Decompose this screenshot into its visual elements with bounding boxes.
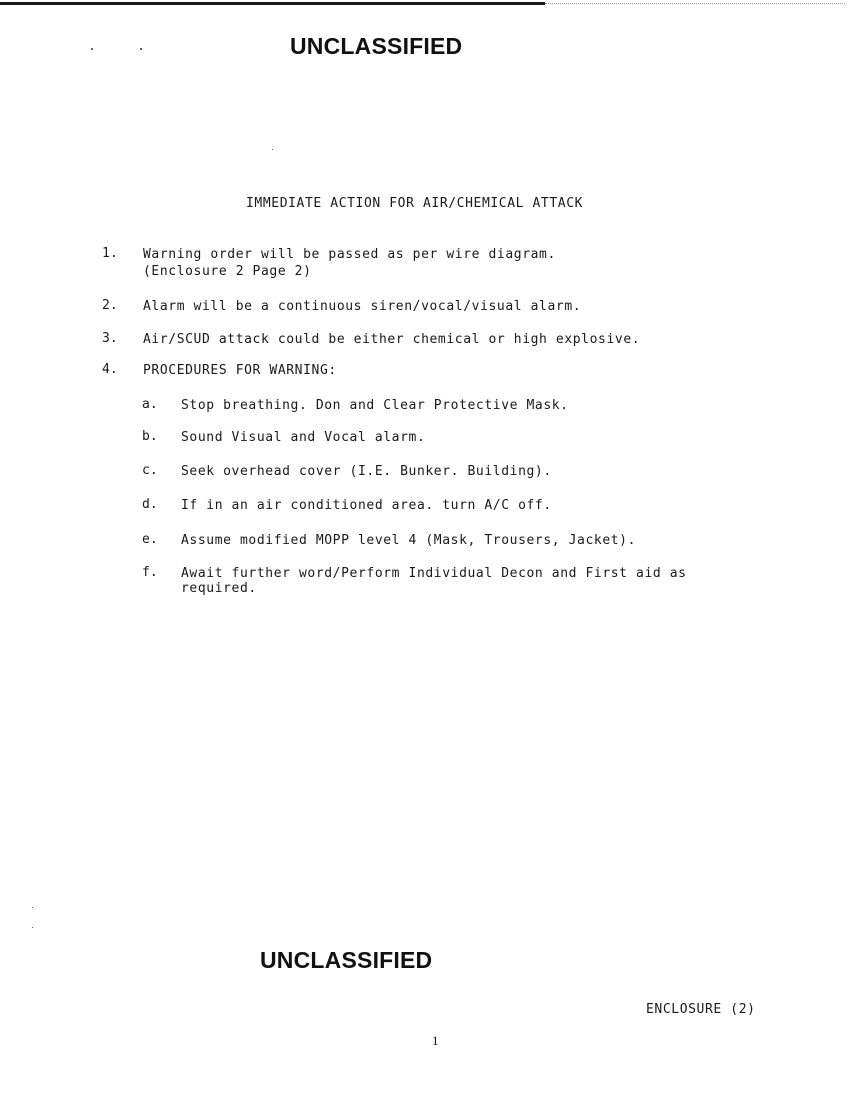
subitem-text: Sound Visual and Vocal alarm.	[181, 430, 426, 445]
subitem-letter: c.	[142, 463, 158, 478]
subitem-text: Seek overhead cover (I.E. Bunker. Building).	[181, 464, 552, 479]
scan-speck	[140, 48, 142, 50]
subitem-text: Stop breathing. Don and Clear Protective Mask.	[181, 398, 569, 413]
item-number: 3.	[102, 331, 118, 346]
item-number: 1.	[102, 246, 118, 261]
item-text: Warning order will be passed as per wire diagram.	[143, 247, 556, 262]
subitem-text: If in an air conditioned area. turn A/C off.	[181, 498, 552, 513]
subitem-letter: b.	[142, 429, 158, 444]
classification-footer: UNCLASSIFIED	[260, 947, 433, 973]
top-border-faint-line	[545, 3, 845, 5]
item-number: 4.	[102, 362, 118, 377]
item-text-continued: (Enclosure 2 Page 2)	[143, 264, 312, 279]
scan-speck	[272, 149, 273, 150]
top-border-line	[0, 2, 545, 5]
subitem-letter: e.	[142, 532, 158, 547]
classification-header: UNCLASSIFIED	[290, 33, 463, 59]
subitem-text: Await further word/Perform Individual Decon and First aid as	[181, 566, 687, 581]
enclosure-label: ENCLOSURE (2)	[646, 1002, 756, 1017]
subitem-letter: f.	[142, 565, 158, 580]
item-text: Air/SCUD attack could be either chemical or high explosive.	[143, 332, 641, 347]
item-text: Alarm will be a continuous siren/vocal/visual alarm.	[143, 299, 582, 314]
subitem-letter: a.	[142, 397, 158, 412]
page-number: 1	[432, 1033, 439, 1048]
item-text-heading: PROCEDURES FOR WARNING:	[143, 363, 337, 378]
subitem-text-continued: required.	[181, 581, 257, 596]
scan-speck	[32, 907, 33, 908]
scan-speck	[32, 927, 33, 928]
scan-speck	[91, 48, 93, 50]
subitem-text: Assume modified MOPP level 4 (Mask, Trousers, Jacket).	[181, 533, 637, 548]
subitem-letter: d.	[142, 497, 158, 512]
document-title: IMMEDIATE ACTION FOR AIR/CHEMICAL ATTACK	[246, 196, 584, 211]
item-number: 2.	[102, 298, 118, 313]
